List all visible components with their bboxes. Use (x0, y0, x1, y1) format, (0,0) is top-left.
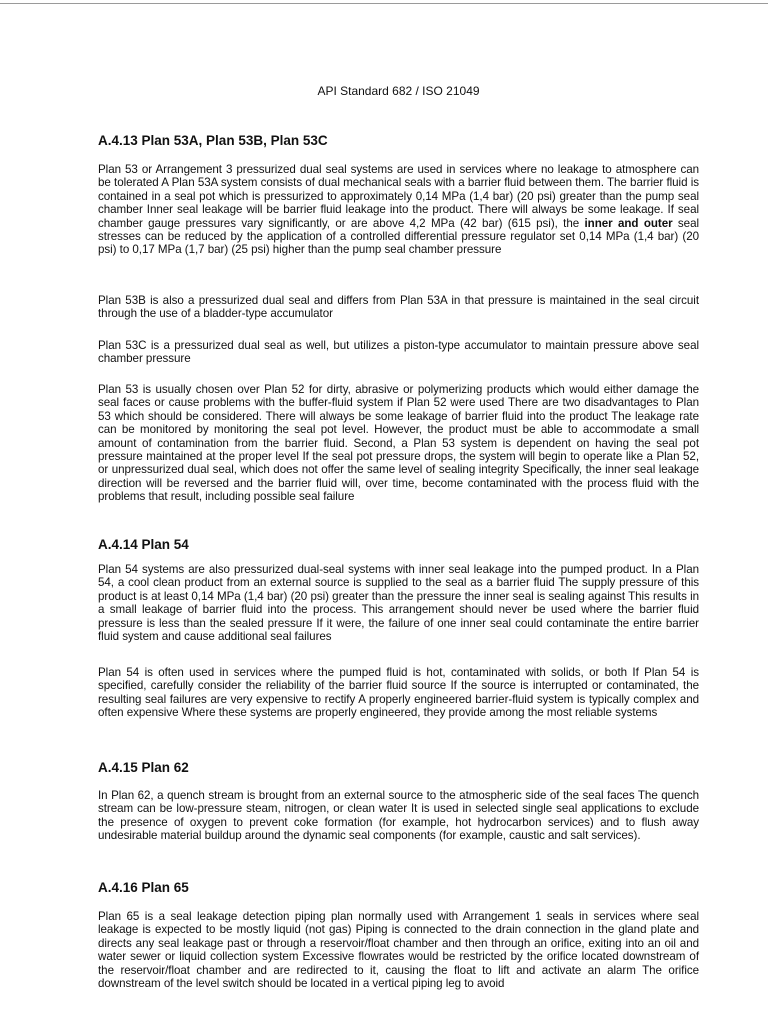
paragraph-plan53b: Plan 53B is also a pressurized dual seal and differs from Plan 53A in that pressure is maintained in the seal circuit through the use of a bladder-type accumulator (98, 294, 699, 321)
paragraph-plan65: Plan 65 is a seal leakage detection piping plan normally used with Arrangement 1 seals in services where seal leakage is expected to be mostly liquid (not gas) Piping is connected to the drain connection in the gland plate and directs any seal leakage past or through a reservoir/float chamber and then through an orifice, exiting into an oil and water sewer or liquid collection system Excessive flowrates would be restricted by the orifice located downstream of the reservoir/float chamber and are redirected to it, causing the float to lift and activate an alarm The orifice downstream of the level switch should be located in a vertical piping leg to avoid (98, 910, 699, 991)
paragraph-plan53c: Plan 53C is a pressurized dual seal as well, but utilizes a piston-type accumulator to maintain pressure above seal chamber pressure (98, 339, 699, 366)
section-title-a416: A.4.16 Plan 65 (98, 880, 189, 895)
section-title-a415: A.4.15 Plan 62 (98, 760, 189, 775)
top-border-line (0, 3, 768, 4)
emphasis-inner-outer: inner and outer (584, 216, 673, 230)
paragraph-plan53-intro (98, 163, 699, 257)
paragraph-plan53-vs-plan52: Plan 53 is usually chosen over Plan 52 for dirty, abrasive or polymerizing products which would either damage the seal faces or cause problems with the buffer-fluid system if Plan 52 were used There are two disadvantages to Plan 53 which should be considered. There will always be some leakage of barrier fluid into the product The leakage rate can be monitored by monitoring the seal pot level. However, the product must be able to accommodate a small amount of contamination from the barrier fluid. Second, a Plan 53 system is dependent on having the seal pot pressure maintained at the proper level If the seal pot pressure drops, the system will begin to operate like a Plan 52, or unpressurized dual seal, which does not offer the same level of sealing integrity Specifically, the inner seal leakage direction will be reversed and the barrier fluid will, over time, become contaminated with the process fluid with the problems that result, including possible seal failure (98, 383, 699, 504)
paragraph-plan62: In Plan 62, a quench stream is brought from an external source to the atmospheric side of the seal faces The quench stream can be low-pressure steam, nitrogen, or clean water It is used in selected single seal applications to exclude the presence of oxygen to prevent coke formation (for example, hot hydrocarbon services) and to flush away undesirable material buildup around the dynamic seal components (for example, caustic and salt services). (98, 789, 699, 843)
document-header: API Standard 682 / ISO 21049 (317, 84, 480, 98)
paragraph-plan54-intro: Plan 54 systems are also pressurized dual-seal systems with inner seal leakage into the pumped product. In a Plan 54, a cool clean product from an external source is supplied to the seal as a barrier fluid The supply pressure of this product is at least 0,14 MPa (1,4 bar) (20 psi) greater than the pressure the inner seal is sealing against This results in a small leakage of barrier fluid into the process. This arrangement should never be used where the barrier fluid pressure is less than the sealed pressure If it were, the failure of one inner seal could contaminate the entire barrier fluid system and cause additional seal failures (98, 563, 699, 644)
paragraph-text: seal stresses can be reduced by the application of a controlled differential pressure regulator set 0,14 MPa (1,4 bar) (20 psi) to 0,17 MPa (1,7 bar) (25 psi) higher than the pump seal chamber pressure (98, 216, 700, 257)
paragraph-text: Plan 53 or Arrangement 3 pressurized dual seal systems are used in services where no leakage to atmosphere can be tolerated A Plan 53A system consists of dual mechanical seals with a barrier fluid between them. The barrier fluid is contained in a seal pot which is pressurized to approximately 0,14 MPa (1,4 bar) (20 psi) greater than the pump seal chamber Inner seal leakage will be barrier fluid leakage into the product. There will always be some leakage. If seal chamber gauge pressures vary significantly, or are above 4,2 MPa (42 bar) (615 psi), the (98, 163, 699, 230)
paragraph-plan54-usage: Plan 54 is often used in services where the pumped fluid is hot, contaminated with solids, or both If Plan 54 is specified, carefully consider the reliability of the barrier fluid source If the source is interrupted or contaminated, the resulting seal failures are very expensive to rectify A properly engineered barrier-fluid system is typically complex and often expensive Where these systems are properly engineered, they provide among the most reliable systems (98, 666, 699, 720)
section-title-a413: A.4.13 Plan 53A, Plan 53B, Plan 53C (98, 133, 328, 148)
section-title-a414: A.4.14 Plan 54 (98, 537, 189, 552)
